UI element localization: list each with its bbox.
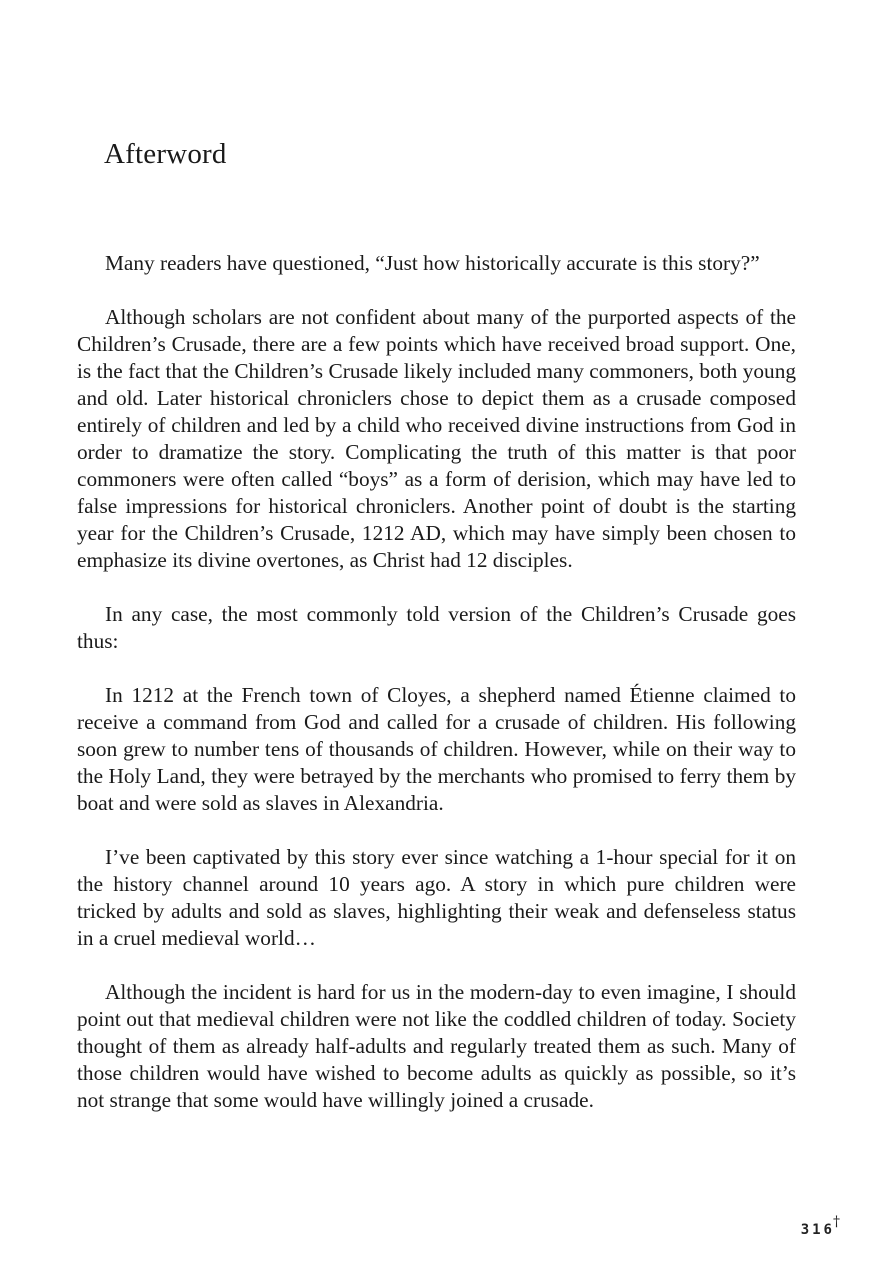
page-number (800, 1214, 845, 1238)
paragraph: In any case, the most commonly told version of the Children’s Crusade goes thus: (77, 602, 796, 653)
paragraph: I’ve been captivated by this story ever since watching a 1-hour special for it on the history channel around 10 years ago. A story in which pure children were tricked by adults and sold as slaves, highlighting their weak and defenseless status in a cruel medieval world… (77, 845, 796, 950)
paragraph: Many readers have questioned, “Just how historically accurate is this story?” (105, 251, 760, 275)
paragraph: Although scholars are not confident about many of the purported aspects of the Children’s Crusade, there are a few points which have received broad support. One, is the fact that the Children’s Crusade likely included many commoners, both young and old. Later historical chroniclers chose to depict them as a crusade composed entirely of children and led by a child who received divine instructions from God in order to dramatize the story. Complicating the truth of this matter is that poor commoners were often called “boys” as a form of derision, which may have led to false impressions for historical chroniclers. Another point of doubt is the starting year for the Children’s Crusade, 1212 AD, which may have simply been chosen to emphasize its divine overtones, as Christ had 12 disciples. (77, 305, 796, 572)
chapter-title: Afterword (104, 138, 227, 170)
page-number-value: 316 (800, 1222, 835, 1238)
paragraph: In 1212 at the French town of Cloyes, a shepherd named Étienne claimed to receive a command from God and called for a crusade of children. His following soon grew to number tens of thousands of children. However, while on their way to the Holy Land, they were betrayed by the merchants who promised to ferry them by boat and were sold as slaves in Alexandria. (77, 683, 796, 815)
paragraph: Although the incident is hard for us in the modern-day to even imagine, I should point out that medieval children were not like the coddled children of today. Society thought of them as already half-adults and regularly treated them as such. Many of those children would have wished to become adults as quickly as possible, so it’s not strange that some would have willingly joined a crusade. (77, 980, 796, 1112)
chapter-body (77, 250, 796, 1141)
dagger-mark: † (833, 1214, 843, 1230)
